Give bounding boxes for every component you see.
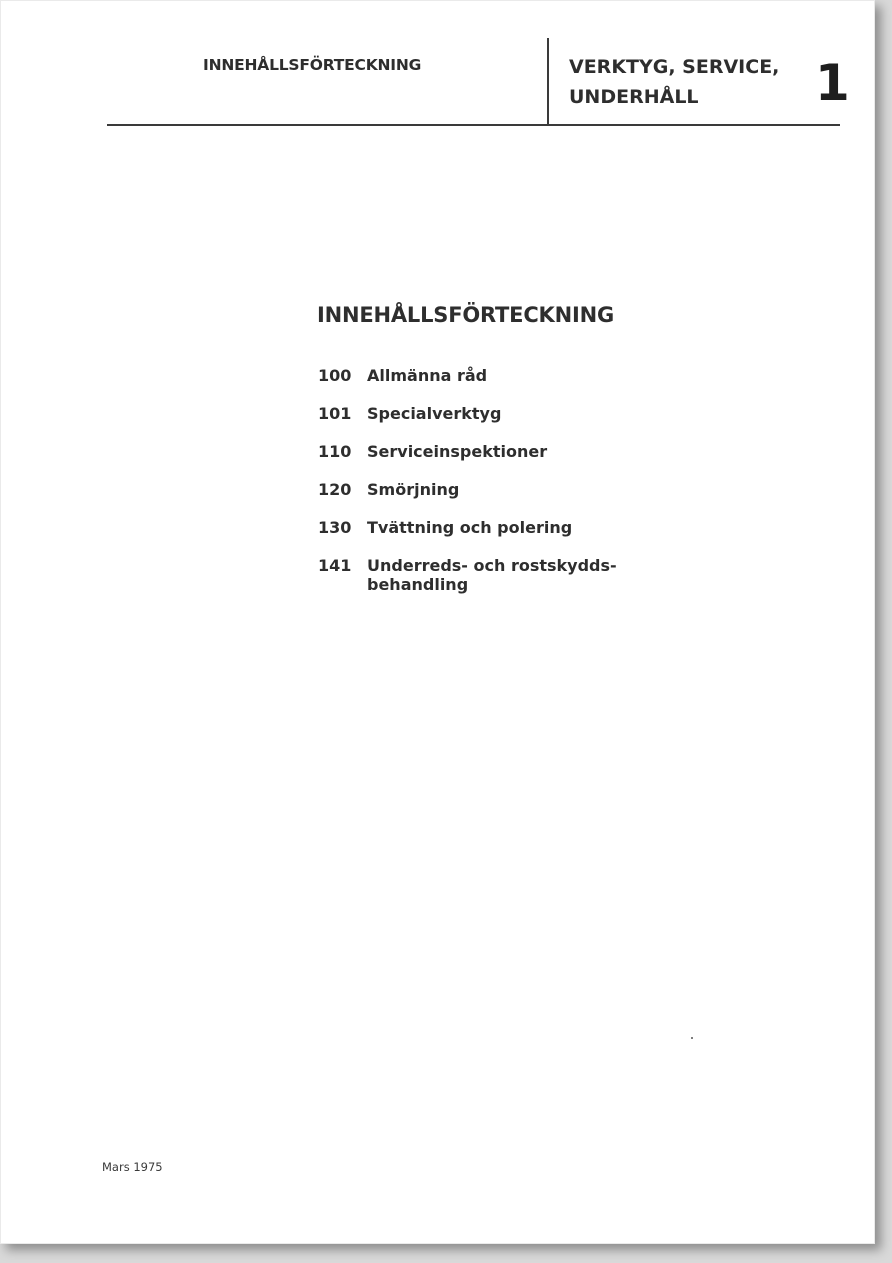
toc-item <box>318 404 658 423</box>
toc-item <box>318 518 658 537</box>
footer-date: Mars 1975 <box>102 1160 163 1174</box>
toc-item-code: 110 <box>318 442 352 461</box>
toc-item-code: 100 <box>318 366 352 385</box>
toc-item-code: 101 <box>318 404 352 423</box>
toc-item-label: Allmänna råd <box>367 366 488 385</box>
header-section-title: INNEHÅLLSFÖRTECKNING <box>203 56 422 74</box>
toc-item-label: Tvättning och polering <box>367 518 573 537</box>
header-chapter-title-line1: VERKTYG, SERVICE, <box>569 56 780 78</box>
chapter-number: 1 <box>815 54 850 112</box>
toc-item <box>318 556 658 594</box>
toc-item <box>318 442 658 461</box>
header-divider <box>547 38 549 124</box>
toc-item-label: Serviceinspektioner <box>367 442 548 461</box>
toc-item-label: Specialverktyg <box>367 404 502 423</box>
toc-list <box>318 366 658 613</box>
header-rule <box>107 124 840 126</box>
toc-item-code: 130 <box>318 518 352 537</box>
header-chapter-title-line2: UNDERHÅLL <box>569 86 699 108</box>
header-chapter-title <box>569 52 779 112</box>
toc-item <box>318 480 658 499</box>
toc-item-label: Smörjning <box>367 480 460 499</box>
toc-item <box>318 366 658 385</box>
toc-title: INNEHÅLLSFÖRTECKNING <box>317 303 615 327</box>
toc-item-code: 141 <box>318 556 352 575</box>
toc-item-code: 120 <box>318 480 352 499</box>
scan-speck <box>691 1037 693 1039</box>
toc-item-label: Underreds- och rostskydds- behandling <box>367 556 617 594</box>
